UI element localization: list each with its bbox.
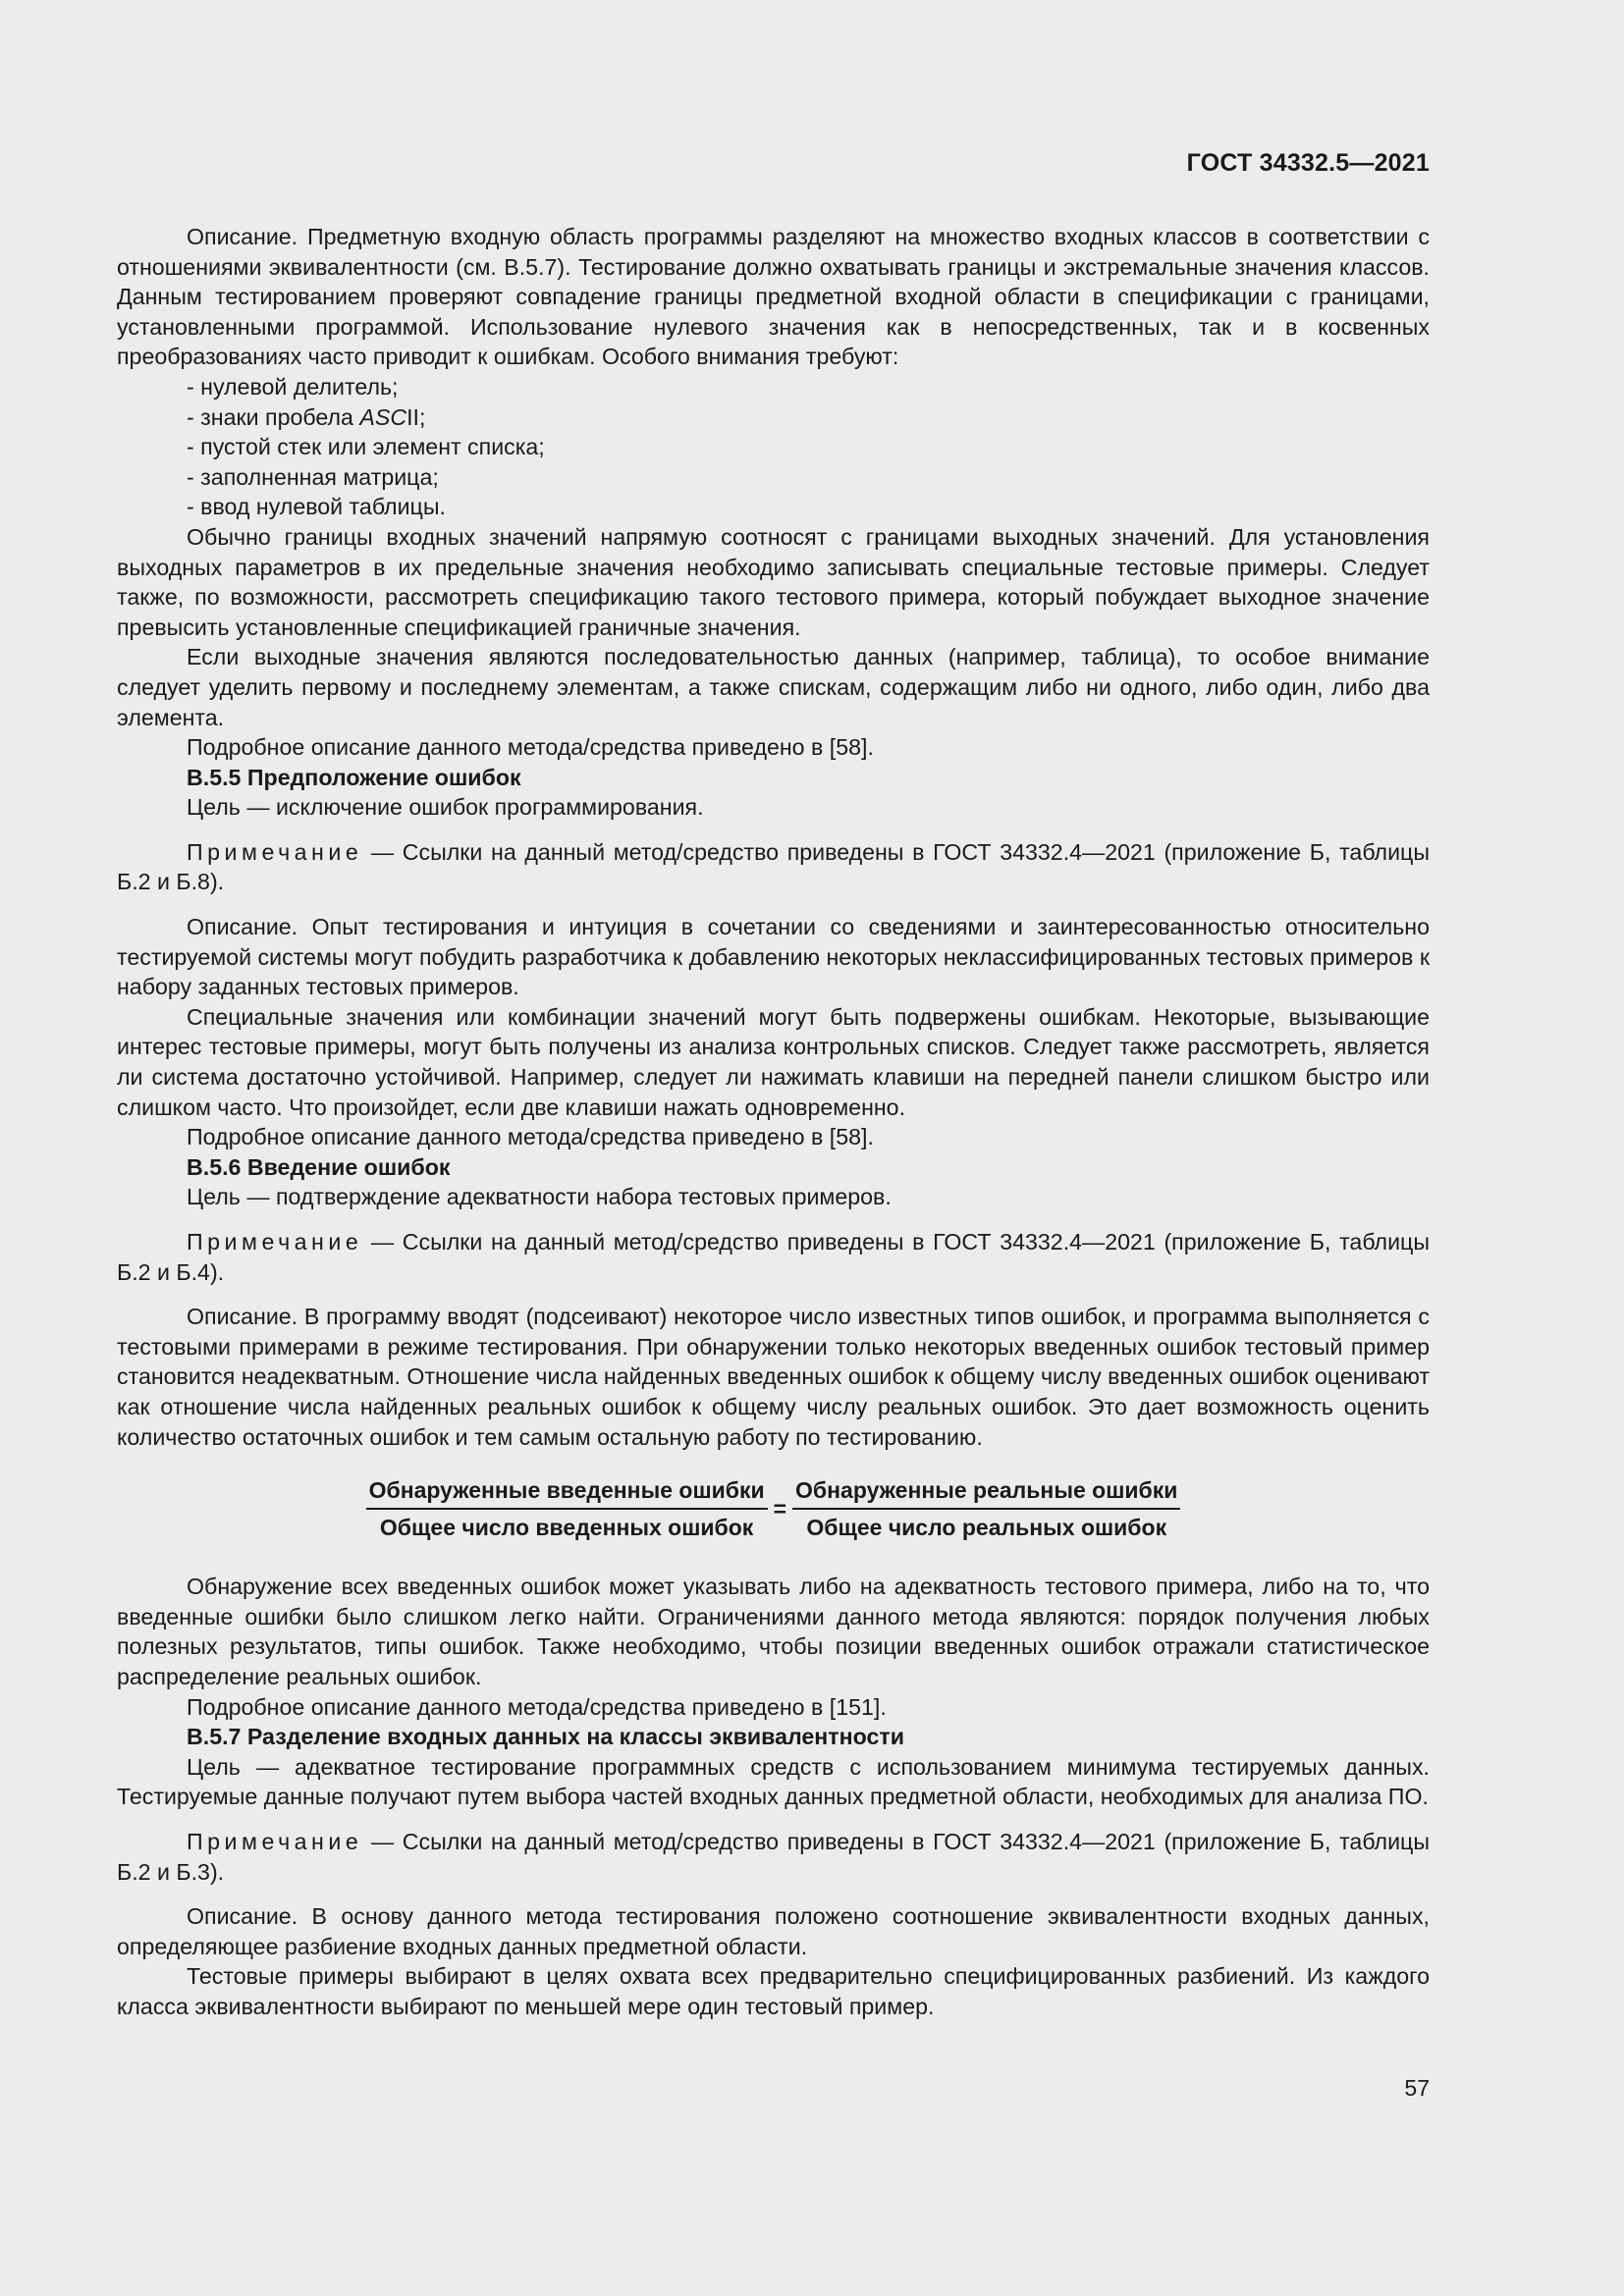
equals-sign: = <box>773 1495 787 1522</box>
section-heading-b56: В.5.6 Введение ошибок <box>187 1153 451 1180</box>
paragraph: Если выходные значения являются последовательностью данных (например, таблица), то особое внимание следует уделить первому и последнему элементам, а также спискам, содержащим либо ни одного, либо один, либо два элемента. <box>117 644 1430 730</box>
denominator: Общее число реальных ошибок <box>806 1515 1167 1541</box>
denominator: Общее число введенных ошибок <box>379 1515 754 1541</box>
document-header: ГОСТ 34332.5—2021 <box>1186 149 1430 177</box>
numerator: Обнаруженные введенные ошибки <box>366 1475 768 1510</box>
paragraph: Описание. В основу данного метода тестирования положено соотношение эквивалентности входных данных, определяющее разбиение входных данных предметной области. <box>117 1903 1430 1959</box>
numerator: Обнаруженные реальные ошибки <box>792 1475 1180 1510</box>
list-item: - знаки пробела ASCII; <box>187 403 426 430</box>
fraction-left <box>366 1475 768 1542</box>
note: Примечание — Ссылки на данный метод/средство приведены в ГОСТ 34332.4—2021 (приложение Б, таблицы Б.2 и Б.3). <box>117 1828 1430 1885</box>
note-label: Примечание <box>187 1229 363 1255</box>
fraction-right <box>792 1475 1180 1542</box>
note-label: Примечание <box>187 838 363 865</box>
paragraph: Подробное описание данного метода/средства приведено в [58]. <box>187 734 874 761</box>
paragraph: Подробное описание данного метода/средства приведено в [151]. <box>187 1693 887 1720</box>
document-body <box>117 222 1430 2021</box>
paragraph: Обычно границы входных значений напрямую соотносят с границами выходных значений. Для установления выходных параметров в их предельные значения необходимо записывать специальные тестовые примеры. Следует также, по возможности, рассмотреть спецификацию такого тестового примера, который побуждает выходное значение превысить установленные спецификацией граничные значения. <box>117 523 1430 640</box>
paragraph: Описание. В программу вводят (подсеивают) некоторое число известных типов ошибок, и программа выполняется с тестовыми примерами в режиме тестирования. При обнаружении только некоторых введенных ошибок тестовый пример становится неадекватным. Отношение числа найденных введенных ошибок к общему числу введенных ошибок оценивают как отношение числа найденных реальных ошибок к общему числу реальных ошибок. Это дает возможность оценить количество остаточных ошибок и тем самым остальную работу по тестированию. <box>117 1304 1430 1450</box>
section-goal: Цель — исключение ошибок программирования. <box>187 794 704 821</box>
paragraph: Подробное описание данного метода/средства приведено в [58]. <box>187 1124 874 1150</box>
paragraph: Описание. Предметную входную область программы разделяют на множество входных классов в соответствии с отношениями эквивалентности (см. В.5.7). Тестирование должно охватывать границы и экстремальные значения классов. Данным тестированием проверяют совпадение границы предметной входной области в спецификации с границами, установленными программой. Использование нулевого значения как в непосредственных, так и в косвенных преобразованиях часто приводит к ошибкам. Особого внимания требуют: <box>117 224 1430 370</box>
section-goal: Цель — подтверждение адекватности набора тестовых примеров. <box>187 1184 892 1210</box>
note: Примечание — Ссылки на данный метод/средство приведены в ГОСТ 34332.4—2021 (приложение Б, таблицы Б.2 и Б.4). <box>117 1229 1430 1285</box>
page-number: 57 <box>1404 2075 1430 2101</box>
paragraph: Описание. Опыт тестирования и интуиция в сочетании со сведениями и заинтересованностью относительно тестируемой системы могут побудить разработчика к добавлению некоторых неклассифицированных тестовых примеров к набору заданных тестовых примеров. <box>117 914 1430 1000</box>
paragraph: Тестовые примеры выбирают в целях охвата всех предварительно специфицированных разбиений. Из каждого класса эквивалентности выбирают по меньшей мере один тестовый пример. <box>117 1963 1430 2019</box>
section-goal: Цель — адекватное тестирование программных средств с использованием минимума тестируемых данных. Тестируемые данные получают путем выбора частей входных данных предметной области, необходимых для анализа ПО. <box>117 1753 1430 1810</box>
list-item: - пустой стек или элемент списка; <box>187 434 545 460</box>
list-item: - нулевой делитель; <box>187 373 399 400</box>
note: Примечание — Ссылки на данный метод/средство приведены в ГОСТ 34332.4—2021 (приложение Б, таблицы Б.2 и Б.8). <box>117 838 1430 895</box>
formula <box>117 1475 1430 1542</box>
list-item: - заполненная матрица; <box>187 463 439 490</box>
note-label: Примечание <box>187 1828 363 1854</box>
section-heading-b57: В.5.7 Разделение входных данных на классы эквивалентности <box>187 1724 905 1750</box>
section-heading-b55: В.5.5 Предположение ошибок <box>187 764 521 790</box>
list-item: - ввод нулевой таблицы. <box>187 494 446 520</box>
paragraph: Специальные значения или комбинации значений могут быть подвержены ошибкам. Некоторые, вызывающие интерес тестовые примеры, могут быть получены из анализа контрольных списков. Следует также рассмотреть, является ли система достаточно устойчивой. Например, следует ли нажимать клавиши на передней панели слишком быстро или слишком часто. Что произойдет, если две клавиши нажать одновременно. <box>117 1003 1430 1120</box>
paragraph: Обнаружение всех введенных ошибок может указывать либо на адекватность тестового примера, либо на то, что введенные ошибки было слишком легко найти. Ограничениями данного метода являются: порядок получения любых полезных результатов, типы ошибок. Также необходимо, чтобы позиции введенных ошибок отражали статистическое распределение реальных ошибок. <box>117 1574 1430 1689</box>
